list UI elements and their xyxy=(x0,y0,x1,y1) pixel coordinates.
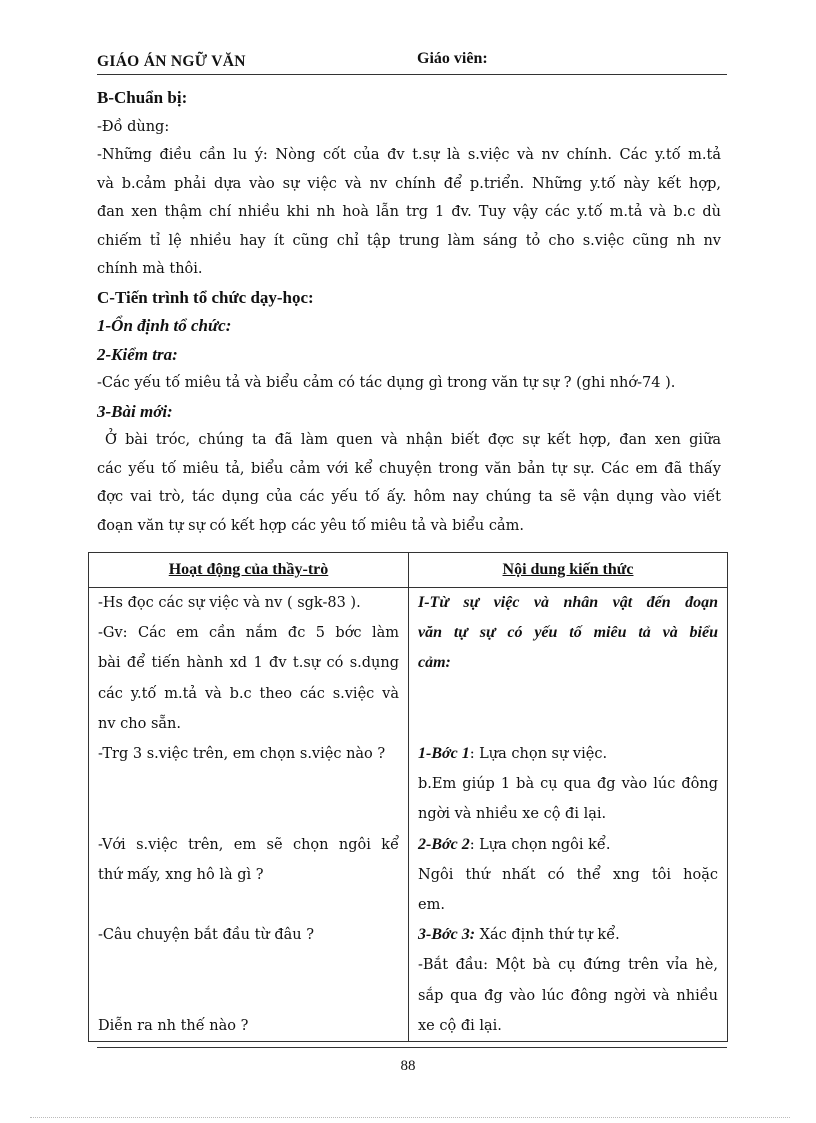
cell-line: Ngôi thứ nhất có thể xng tôi hoặc xyxy=(418,866,718,883)
page-edge-dots xyxy=(30,1117,790,1118)
table-row xyxy=(89,588,728,1042)
header-subject: GIÁO ÁN NGỮ VĂN xyxy=(97,53,246,70)
page-number: 88 xyxy=(400,1058,416,1074)
cell-line: I-Từ sự việc và nhân vật đến đoạn xyxy=(418,594,718,611)
cell-line: thứ mấy, xng hô là gì ? xyxy=(98,866,264,883)
page-header xyxy=(97,50,727,72)
paragraph-line: đan xen thậm chí nhiều khi nh hoà lẫn trg 1 đv. Tuy vậy các y.tố m.tả và b.c dù xyxy=(97,204,721,220)
cell-spacer xyxy=(98,890,399,920)
step-1-line xyxy=(418,739,718,769)
cell-line: -Trg 3 s.việc trên, em chọn s.việc nào ? xyxy=(98,746,386,763)
paragraph-line: Ở bài tróc, chúng ta đã làm quen và nhận biết đợc sự kết hợp, đan xen giữa xyxy=(105,432,721,448)
subheading-1: 1-Ổn định tổ chức: xyxy=(97,316,232,335)
header-teacher: Giáo viên: xyxy=(417,50,488,67)
cell-line: các y.tố m.tả và b.c theo các s.việc và xyxy=(98,685,399,702)
cell-spacer xyxy=(98,950,399,980)
paragraph-line: -Những điều cần lu ý: Nòng cốt của đv t.sự là s.việc và nv chính. Các y.tố m.tả xyxy=(97,147,721,163)
lesson-table xyxy=(88,552,728,1042)
paragraph-line: -Đồ dùng: xyxy=(97,118,170,135)
step-3-text: Xác định thứ tự kể. xyxy=(475,927,620,944)
paragraph-line: các yếu tố miêu tả, biểu cảm với kể chuyện trong văn bản tự sự. Các em đã thấy xyxy=(97,460,721,477)
cell-line: bài để tiến hành xd 1 đv t.sự có s.dụng xyxy=(98,655,399,672)
body-text xyxy=(97,84,721,540)
cell-line: b.Em giúp 1 bà cụ qua đg vào lúc đông xyxy=(418,776,718,793)
step-3-label: 3-Bớc 3: xyxy=(418,926,476,944)
activities-cell xyxy=(89,588,409,1042)
cell-line: -Hs đọc các sự việc và nv ( sgk-83 ). xyxy=(98,595,361,611)
section-b-heading: B-Chuẩn bị: xyxy=(97,88,188,107)
cell-line: sắp qua đg vào lúc đông ngời và nhiều xyxy=(418,987,718,1004)
cell-line: nv cho sẵn. xyxy=(98,715,181,732)
footer-rule xyxy=(97,1047,727,1048)
step-2-text: : Lựa chọn ngôi kể. xyxy=(469,836,611,853)
col-header-activities: Hoạt động của thầy-trò xyxy=(89,553,409,588)
section-c-heading: C-Tiến trình tổ chức dạy-học: xyxy=(97,287,314,307)
cell-line: xe cộ đi lại. xyxy=(418,1017,502,1034)
cell-spacer xyxy=(98,769,399,799)
cell-line: em. xyxy=(418,897,445,913)
paragraph-line: -Các yếu tố miêu tả và biểu cảm có tác dụng gì trong văn tự sự ? (ghi nhớ-74 ). xyxy=(97,375,676,391)
subheading-2: 2-Kiểm tra: xyxy=(97,344,178,364)
paragraph-line: đoạn văn tự sự có kết hợp các yêu tố miêu tả và biểu cảm. xyxy=(97,517,524,534)
cell-line: văn tự sự có yếu tố miêu tả và biểu xyxy=(418,624,718,642)
cell-spacer xyxy=(98,799,399,829)
cell-line: -Gv: Các em cần nắm đc 5 bớc làm xyxy=(98,625,399,642)
cell-spacer xyxy=(418,709,718,739)
col-header-content: Nội dung kiến thức xyxy=(409,553,728,588)
step-3-line xyxy=(418,920,718,950)
cell-line: -Với s.việc trên, em sẽ chọn ngôi kể xyxy=(98,836,399,853)
paragraph-line: chiếm tỉ lệ nhiều hay ít cũng chỉ tập trung làm sáng tỏ cho s.việc cũng nh nv xyxy=(97,232,721,249)
cell-line: -Bắt đầu: Một bà cụ đứng trên vỉa hè, xyxy=(418,957,718,974)
cell-line: cảm: xyxy=(418,654,451,672)
step-2-line xyxy=(418,830,718,860)
table-header-row xyxy=(89,553,728,588)
header-rule xyxy=(97,74,727,75)
paragraph-line: và b.cảm phải dựa vào sự việc và nv chính để p.triển. Những y.tố này kết hợp, xyxy=(97,175,721,192)
cell-line: ngời và nhiều xe cộ đi lại. xyxy=(418,806,607,823)
step-1-label: 1-Bớc 1 xyxy=(418,744,470,762)
step-2-label: 2-Bớc 2 xyxy=(418,835,470,853)
cell-spacer xyxy=(418,679,718,709)
content-cell xyxy=(409,588,728,1042)
paragraph-line: đợc vai trò, tác dụng của các yếu tố ấy. hôm nay chúng ta sẽ vận dụng vào viết xyxy=(97,489,721,505)
cell-line: -Câu chuyện bắt đầu từ đâu ? xyxy=(98,927,315,944)
subheading-3: 3-Bài mới: xyxy=(97,401,173,421)
cell-spacer xyxy=(98,981,399,1011)
paragraph-line: chính mà thôi. xyxy=(97,261,203,277)
cell-line: Diễn ra nh thế nào ? xyxy=(98,1017,249,1034)
step-1-text: : Lựa chọn sự việc. xyxy=(469,745,608,762)
